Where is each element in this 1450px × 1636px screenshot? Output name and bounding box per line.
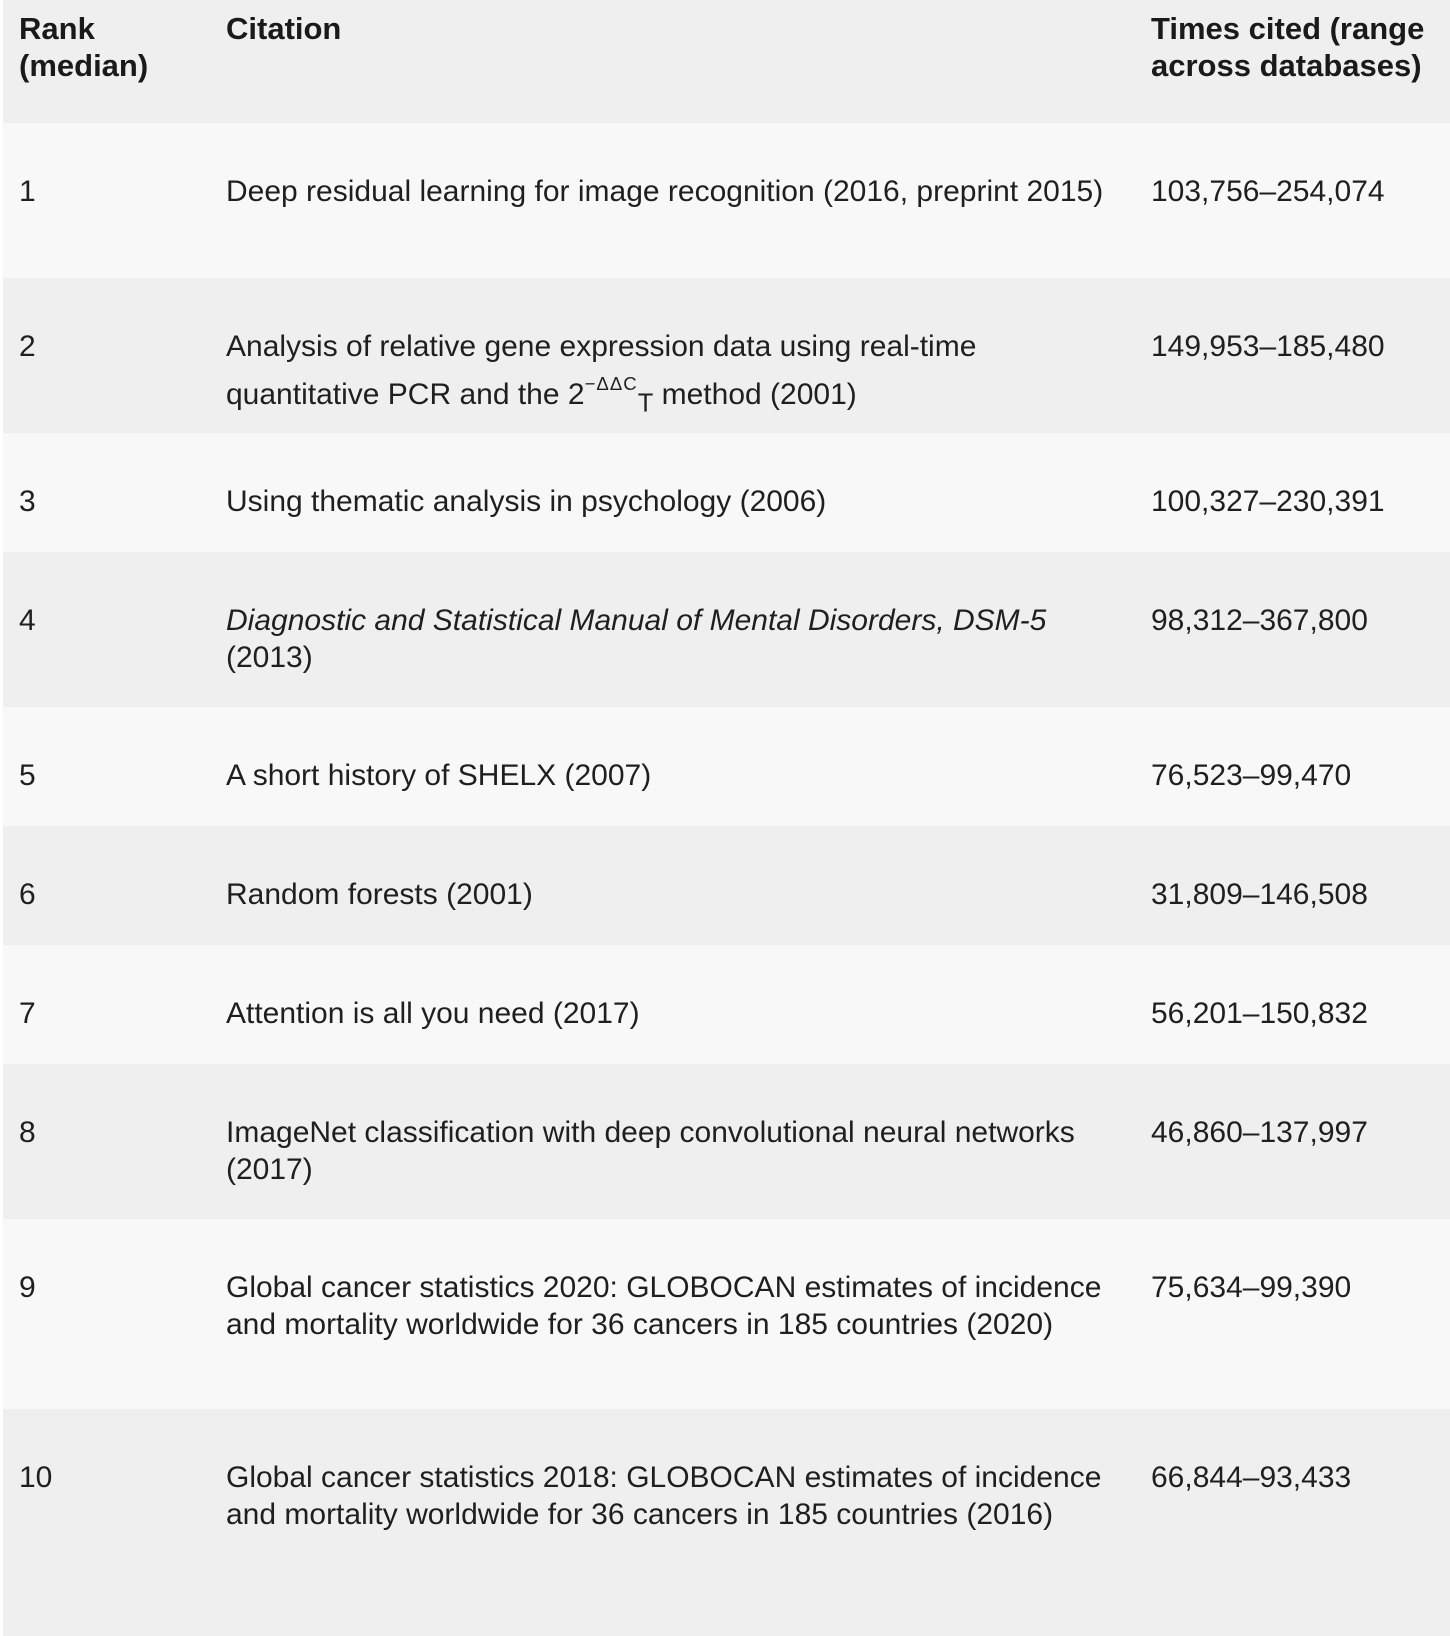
table-row: [3, 123, 1450, 278]
times-cited-cell: 66,844–93,433: [1151, 1461, 1352, 1494]
citation-cell: Global cancer statistics 2020: GLOBOCAN estimates of incidence and mortality worldwide for 36 cancers in 185 countries (2020): [226, 1271, 1102, 1341]
times-cited-cell: 56,201–150,832: [1151, 997, 1368, 1030]
table-row: [3, 1219, 1450, 1409]
citations-table: [3, 0, 1450, 1636]
rank-cell: 6: [19, 878, 36, 911]
table-row: [3, 433, 1450, 552]
table-row: [3, 707, 1450, 826]
table-row: [3, 552, 1450, 707]
times-cited-cell: 103,756–254,074: [1151, 175, 1385, 208]
rank-cell: 9: [19, 1271, 36, 1304]
table-row: [3, 278, 1450, 433]
rank-cell: 2: [19, 330, 36, 363]
citation-cell: Random forests (2001): [226, 878, 533, 911]
times-cited-cell: 98,312–367,800: [1151, 604, 1368, 637]
citation-text-end: method (2001): [653, 377, 857, 411]
header-rank: Rank (median): [19, 11, 149, 83]
citation-text-end: (2013): [226, 641, 313, 674]
times-cited-cell: 46,860–137,997: [1151, 1116, 1368, 1149]
rank-cell: 7: [19, 997, 36, 1030]
rank-cell: 5: [19, 759, 36, 792]
citation-superscript: −ΔΔC: [584, 373, 638, 394]
header-citation: Citation: [226, 11, 342, 46]
table-row: [3, 1064, 1450, 1219]
table-row: [3, 826, 1450, 945]
citation-subscript: T: [637, 389, 654, 418]
table-row: [3, 945, 1450, 1064]
times-cited-cell: 100,327–230,391: [1151, 485, 1385, 518]
times-cited-cell: 149,953–185,480: [1151, 330, 1385, 363]
citation-cell: Deep residual learning for image recognition (2016, preprint 2015): [226, 175, 1104, 208]
rank-cell: 3: [19, 485, 36, 518]
citation-cell: A short history of SHELX (2007): [226, 759, 652, 792]
times-cited-cell: 75,634–99,390: [1151, 1271, 1352, 1304]
rank-cell: 4: [19, 604, 36, 637]
times-cited-cell: 76,523–99,470: [1151, 759, 1352, 792]
citation-text: Analysis of relative gene expression data using real-time quantitative PCR and the 2: [226, 330, 977, 411]
citation-cell: Attention is all you need (2017): [226, 997, 640, 1030]
citation-cell: ImageNet classification with deep convolutional neural networks (2017): [226, 1116, 1075, 1186]
header-times-cited: Times cited (range across databases): [1151, 11, 1425, 83]
citation-cell: [226, 552, 1151, 707]
citation-cell: Global cancer statistics 2018: GLOBOCAN estimates of incidence and mortality worldwide for 36 cancers in 185 countries (2016): [226, 1461, 1102, 1531]
rank-cell: 8: [19, 1116, 36, 1149]
citation-cell: Using thematic analysis in psychology (2006): [226, 485, 827, 518]
times-cited-cell: 31,809–146,508: [1151, 878, 1368, 911]
table-row: [3, 1409, 1450, 1636]
citation-italic-title: Diagnostic and Statistical Manual of Mental Disorders, DSM-5: [226, 604, 1047, 637]
rank-cell: 10: [19, 1461, 53, 1494]
citation-cell: [226, 278, 1151, 433]
table-header-row: [3, 0, 1450, 123]
rank-cell: 1: [19, 175, 36, 208]
